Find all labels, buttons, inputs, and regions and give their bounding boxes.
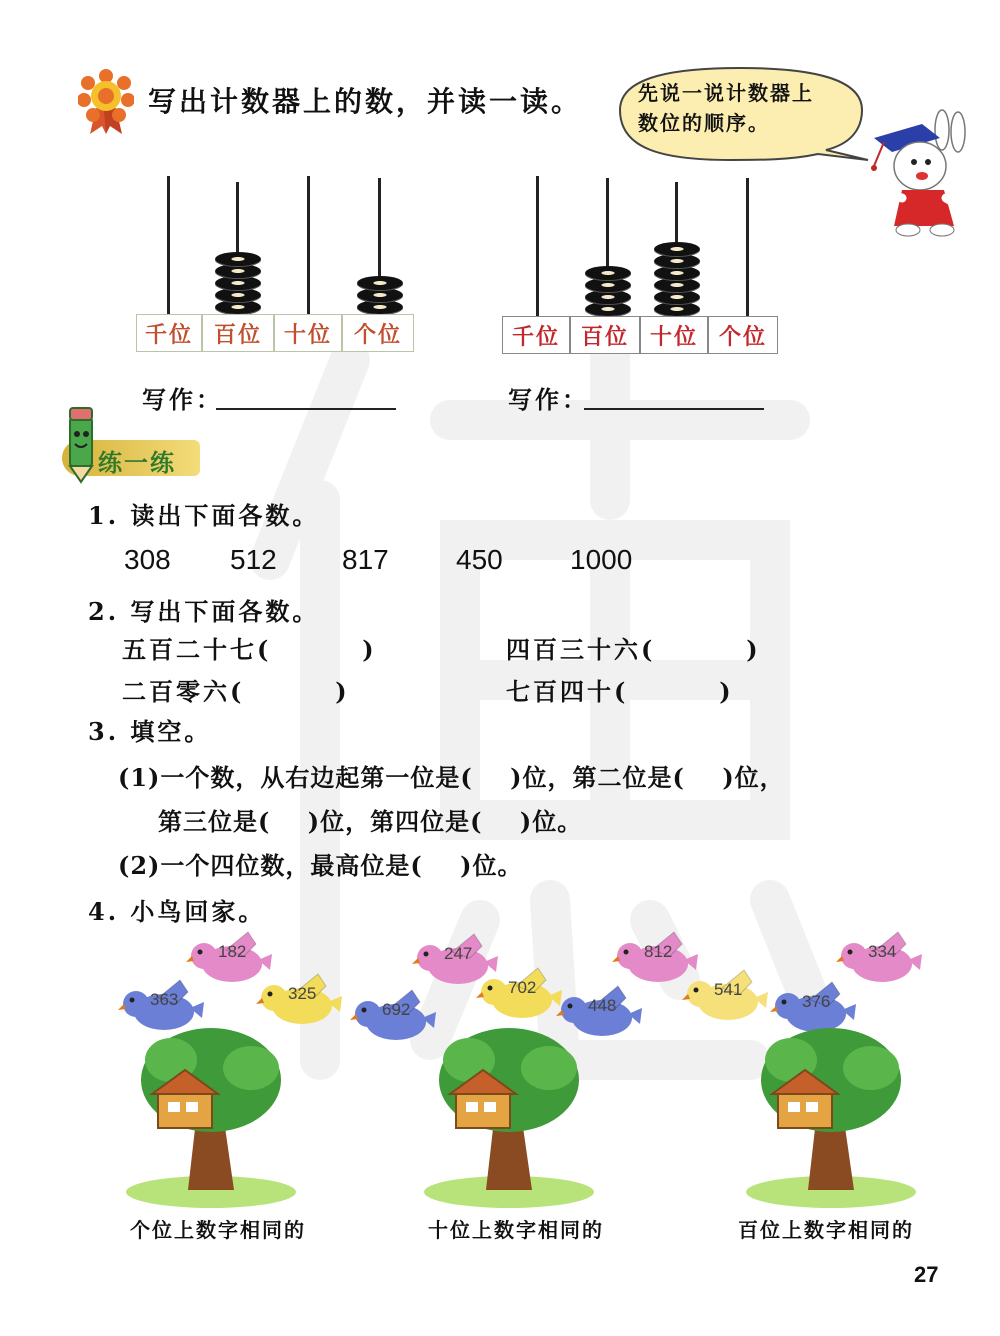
place-thousands: 千位 [136, 314, 202, 352]
number-item: 308 [124, 544, 171, 575]
abacus-bead [654, 254, 700, 268]
flower-badge-icon [78, 68, 134, 136]
abacus-bead [654, 266, 700, 280]
write-answer-left[interactable] [216, 408, 396, 410]
place-ones: 个位 [342, 314, 414, 352]
q2-title: 2. 写出下面各数。 [88, 597, 320, 626]
abacus-bead [215, 288, 261, 302]
section-title: 写出计数器上的数，并读一读。 [148, 85, 583, 118]
abacus-bead [357, 300, 403, 314]
bird-number: 334 [868, 942, 897, 961]
place-labels-left [136, 314, 414, 352]
q2-item[interactable]: 四百三十六( ) [506, 635, 761, 664]
place-tens: 十位 [640, 316, 708, 354]
abacus-bead [585, 266, 631, 280]
abacus-bead [215, 276, 261, 290]
rod-thousands [167, 176, 170, 314]
bird-number: 363 [150, 990, 179, 1009]
rod-thousands [536, 176, 539, 316]
write-label-left: 写作： [142, 385, 223, 414]
abacus-bead [654, 278, 700, 292]
bubble-line-1: 先说一说计数器上 [638, 81, 814, 105]
q3-line-2[interactable]: 第三位是( )位，第四位是( )位。 [158, 807, 583, 836]
place-tens: 十位 [274, 314, 342, 352]
bird-number: 541 [714, 980, 743, 999]
abacus-bead [585, 302, 631, 316]
abacus-bead [654, 302, 700, 316]
bird-number: 376 [802, 992, 831, 1011]
abacus-bead [585, 290, 631, 304]
q1-title: 1. 读出下面各数。 [88, 501, 320, 530]
tree-caption-ones: 个位上数字相同的 [130, 1218, 306, 1242]
q2-item[interactable]: 五百二十七( ) [122, 635, 377, 664]
place-labels-right [502, 316, 778, 354]
bird-number: 702 [508, 978, 537, 997]
abacus-right [502, 176, 782, 356]
bird-number: 692 [382, 1000, 411, 1019]
q2-item[interactable]: 二百零六( ) [122, 677, 350, 706]
abacus-bead [585, 278, 631, 292]
rabbit-teacher-icon [862, 108, 980, 238]
q2-item[interactable]: 七百四十( ) [506, 677, 734, 706]
abacus-bead [654, 290, 700, 304]
practice-label: 练一练 [98, 448, 176, 477]
abacus-left [136, 176, 416, 356]
abacus-bead [215, 300, 261, 314]
place-hundreds: 百位 [570, 316, 640, 354]
number-item: 450 [456, 544, 503, 575]
rod-ones [746, 178, 749, 316]
q3-title: 3. 填空。 [88, 717, 212, 746]
abacus-bead [215, 252, 261, 266]
bird-number: 448 [588, 996, 617, 1015]
tree-house-icon[interactable] [116, 1020, 306, 1210]
number-item: 817 [342, 544, 389, 575]
tree-house-icon[interactable] [414, 1020, 604, 1210]
q4-title: 4. 小鸟回家。 [88, 897, 266, 926]
write-label-right: 写作： [508, 385, 589, 414]
bird-number: 325 [288, 984, 317, 1003]
q3-line-1[interactable]: (1)一个数，从右边起第一位是( )位，第二位是( )位， [118, 763, 785, 792]
place-hundreds: 百位 [202, 314, 274, 352]
bird-number: 182 [218, 942, 247, 961]
tree-house-icon[interactable] [736, 1020, 926, 1210]
abacus-bead [654, 242, 700, 256]
tree-caption-hundreds: 百位上数字相同的 [738, 1218, 914, 1242]
rod-tens [307, 176, 310, 314]
bubble-line-2: 数位的顺序。 [638, 111, 770, 135]
place-thousands: 千位 [502, 316, 570, 354]
number-item: 512 [230, 544, 277, 575]
bird-number: 247 [444, 944, 473, 963]
bubble-text [638, 78, 858, 138]
page-number: 27 [914, 1262, 939, 1287]
abacus-bead [357, 288, 403, 302]
abacus-bead [357, 276, 403, 290]
number-item: 1000 [570, 544, 633, 575]
abacus-bead [215, 264, 261, 278]
write-answer-right[interactable] [584, 408, 764, 410]
place-ones: 个位 [708, 316, 778, 354]
tree-caption-tens: 十位上数字相同的 [428, 1218, 604, 1242]
q3-line-3[interactable]: (2)一个四位数，最高位是( )位。 [118, 851, 523, 880]
bird-number: 812 [644, 942, 673, 961]
